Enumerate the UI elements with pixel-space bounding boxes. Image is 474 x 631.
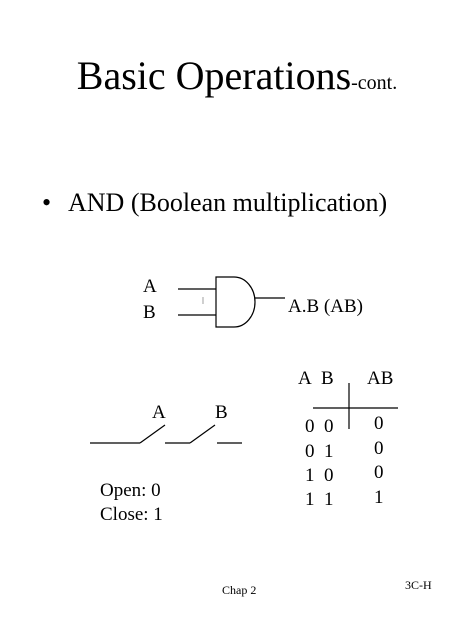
switch-a-lever <box>140 425 165 443</box>
bullet-dot-icon: • <box>42 188 52 217</box>
truth-table-cell: 0 <box>305 441 315 462</box>
slide-title-suffix: -cont. <box>351 72 398 94</box>
switch-circuit <box>90 425 242 443</box>
bullet-text: AND (Boolean multiplication) <box>68 188 388 217</box>
truth-table-cell: 0 <box>324 465 334 486</box>
truth-table-cell: 0 <box>324 416 334 437</box>
switch-b-lever <box>190 425 215 443</box>
truth-table-cell: 0 <box>374 462 384 483</box>
gate-input-a-label: A <box>143 276 157 297</box>
truth-table-cell: 1 <box>305 465 315 486</box>
truth-table-cell: 1 <box>305 489 315 510</box>
slide-title-main: Basic Operations <box>76 53 352 98</box>
footer-chapter: Chap 2 <box>222 583 257 597</box>
truth-table-header-ab: AB <box>367 368 394 389</box>
truth-table-header-b: B <box>321 368 334 389</box>
truth-table-cell: 0 <box>374 438 384 459</box>
switch-open-text: Open: 0 <box>100 480 161 501</box>
gate-output-label: A.B (AB) <box>288 296 363 317</box>
switch-b-label: B <box>215 402 228 423</box>
and-gate-symbol <box>178 277 285 327</box>
truth-table-cell: 0 <box>305 416 315 437</box>
truth-table-cell: 1 <box>374 487 384 508</box>
truth-table-cell: 1 <box>324 441 334 462</box>
truth-table-cell: 0 <box>374 413 384 434</box>
and-gate-body <box>216 277 255 327</box>
switch-a-label: A <box>152 402 166 423</box>
truth-table-cell: 1 <box>324 489 334 510</box>
gate-input-b-label: B <box>143 302 156 323</box>
truth-table-header-a: A <box>298 368 312 389</box>
footer-code: 3C-H <box>405 578 432 592</box>
switch-close-text: Close: 1 <box>100 504 163 525</box>
